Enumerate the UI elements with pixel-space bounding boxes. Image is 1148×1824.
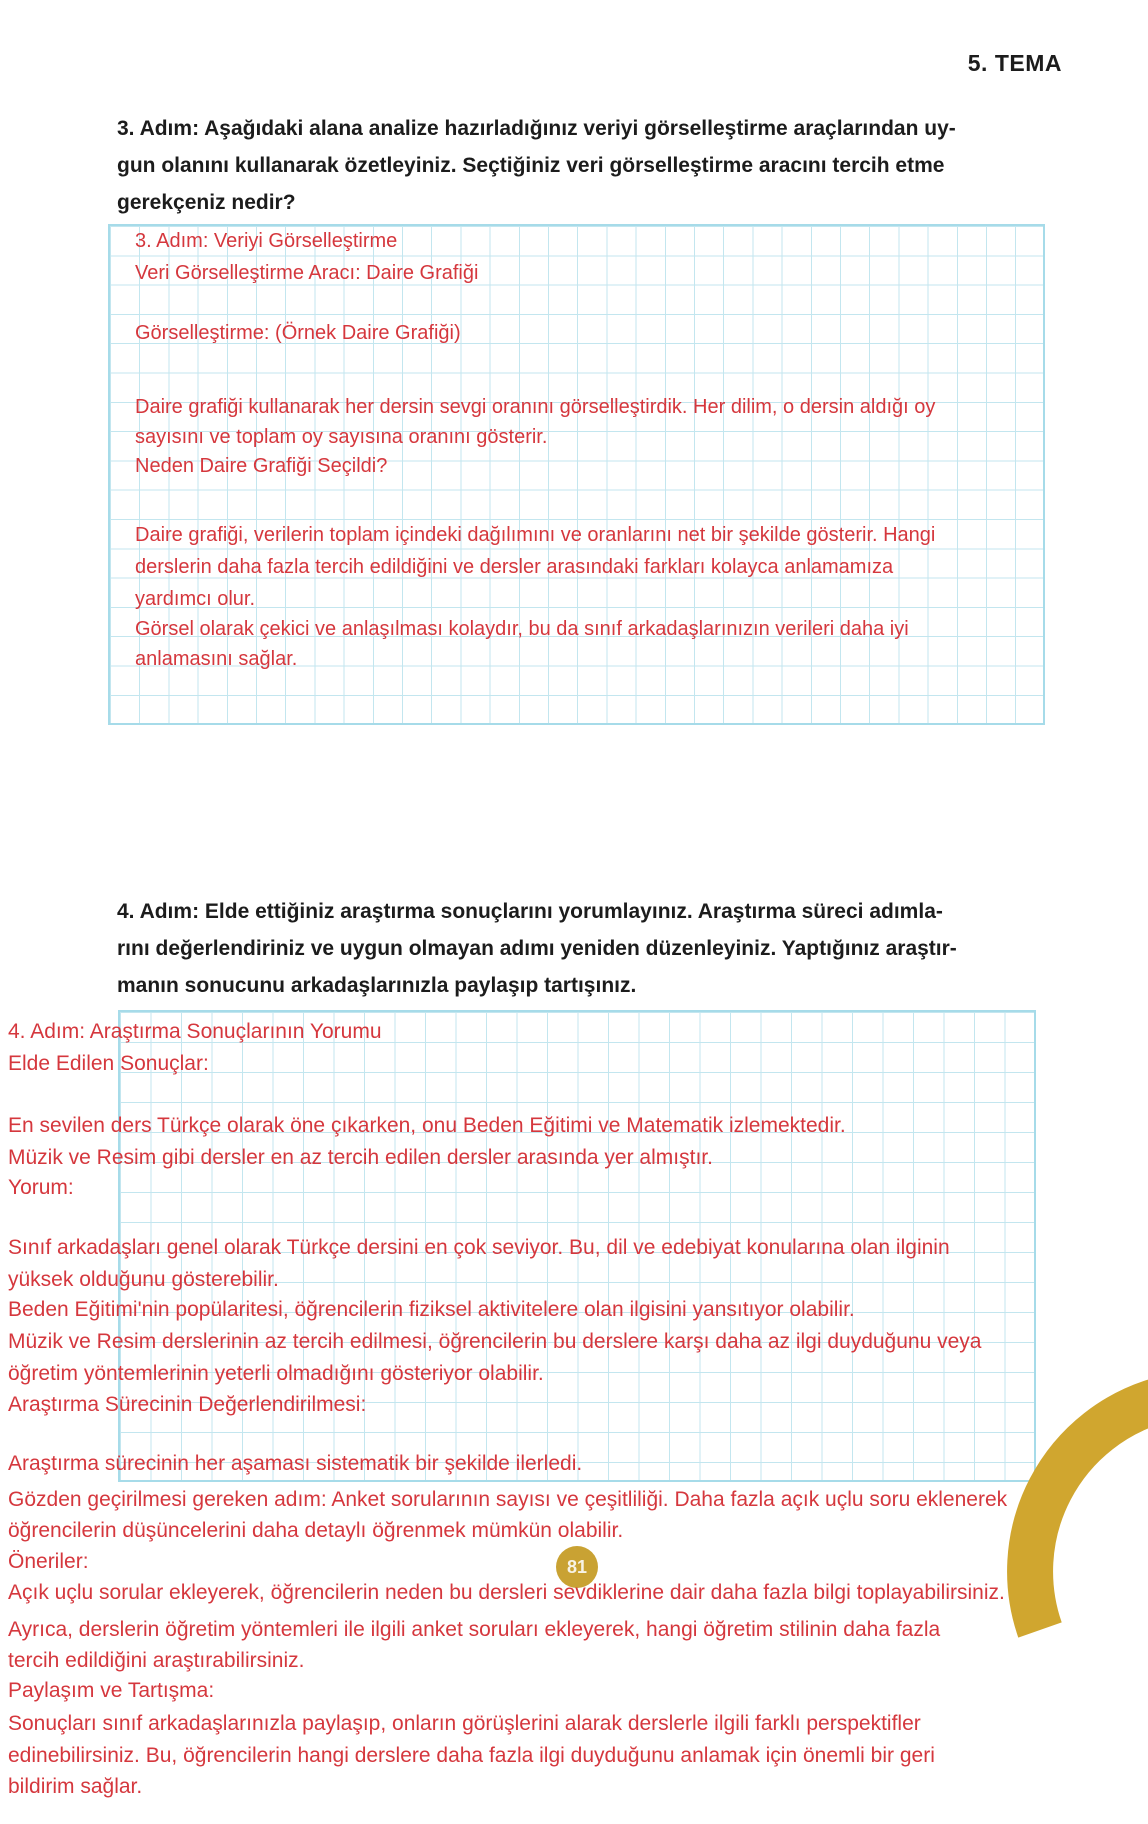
answer-line: Açık uçlu sorular ekleyerek, öğrencilerin neden bu dersleri sevdiklerine dair daha fazla bilgi toplayabilirsiniz. xyxy=(8,1581,1005,1604)
answer-line: derslerin daha fazla tercih edildiğini ve dersler arasındaki farkları kolayca anlamamıza xyxy=(135,556,894,578)
answer-line: En sevilen ders Türkçe olarak öne çıkarken, onu Beden Eğitimi ve Matematik izlemektedir. xyxy=(8,1114,846,1137)
answer-line: Görselleştirme: (Örnek Daire Grafiği) xyxy=(135,322,461,344)
answer-line: Daire grafiği kullanarak her dersin sevgi oranını görselleştirdik. Her dilim, o dersin aldığı oy xyxy=(135,396,936,418)
answer-line: Araştırma sürecinin her aşaması sistematik bir şekilde ilerledi. xyxy=(8,1452,583,1475)
answer-line: edinebilirsiniz. Bu, öğrencilerin hangi derslere daha fazla ilgi duyduğunu anlamak için önemli bir geri xyxy=(8,1744,935,1767)
answer-line: Sonuçları sınıf arkadaşlarınızla paylaşıp, onların görüşlerini alarak derslerle ilgili farklı perspektifler xyxy=(8,1712,921,1735)
answer-line: Daire grafiği, verilerin toplam içindeki dağılımını ve oranlarını net bir şekilde gösterir. Hangi xyxy=(135,524,936,546)
answer-line: tercih edildiğini araştırabilirsiniz. xyxy=(8,1649,305,1672)
answer-line: bildirim sağlar. xyxy=(8,1775,143,1798)
answer-line: Neden Daire Grafiği Seçildi? xyxy=(135,455,388,477)
answer-line: yardımcı olur. xyxy=(135,588,256,610)
tema-heading: 5. TEMA xyxy=(967,50,1062,76)
answer-line: öğretim yöntemlerinin yeterli olmadığını gösteriyor olabilir. xyxy=(8,1362,544,1385)
answer-line: Öneriler: xyxy=(8,1550,89,1573)
answer-line: Müzik ve Resim gibi dersler en az tercih edilen dersler arasında yer almıştır. xyxy=(8,1146,713,1169)
prompt-line: rını değerlendiriniz ve uygun olmayan adımı yeniden düzenleyiniz. Yaptığınız araştır- xyxy=(117,937,957,960)
answer-line: Paylaşım ve Tartışma: xyxy=(8,1679,215,1702)
prompt-line: 4. Adım: Elde ettiğiniz araştırma sonuçlarını yorumlayınız. Araştırma süreci adımla- xyxy=(117,900,943,923)
answer-line: Yorum: xyxy=(8,1176,74,1199)
answer-line: 3. Adım: Veriyi Görselleştirme xyxy=(135,230,398,252)
answer-line: yüksek olduğunu gösterebilir. xyxy=(8,1268,279,1291)
answer-line: Beden Eğitimi'nin popülaritesi, öğrencilerin fiziksel aktivitelere olan ilgisini yansıtıyor olabilir. xyxy=(8,1298,855,1321)
answer-line: 4. Adım: Araştırma Sonuçlarının Yorumu xyxy=(8,1020,382,1043)
answer-line: Elde Edilen Sonuçlar: xyxy=(8,1052,209,1075)
page-number: 81 xyxy=(566,1556,588,1577)
answer-line: Araştırma Sürecinin Değerlendirilmesi: xyxy=(8,1393,367,1416)
answer-line: sayısını ve toplam oy sayısına oranını gösterir. xyxy=(135,426,548,448)
answer-line: anlamasını sağlar. xyxy=(135,648,298,670)
answer-line: öğrencilerin düşüncelerini daha detaylı öğrenmek mümkün olabilir. xyxy=(8,1519,624,1542)
prompt-line: 3. Adım: Aşağıdaki alana analize hazırladığınız veriyi görselleştirme araçlarından uy- xyxy=(117,117,956,140)
answer-line: Sınıf arkadaşları genel olarak Türkçe dersini en çok seviyor. Bu, dil ve edebiyat konularına olan ilginin xyxy=(8,1236,950,1259)
prompt-line: manın sonucunu arkadaşlarınızla paylaşıp tartışınız. xyxy=(117,974,637,997)
answer-line: Ayrıca, derslerin öğretim yöntemleri ile ilgili anket soruları ekleyerek, hangi öğretim stilinin daha fazla xyxy=(8,1618,941,1641)
prompt-line: gun olanını kullanarak özetleyiniz. Seçtiğiniz veri görselleştirme aracını tercih etme xyxy=(117,154,945,177)
answer-line: Veri Görselleştirme Aracı: Daire Grafiği xyxy=(135,262,479,284)
answer-line: Müzik ve Resim derslerinin az tercih edilmesi, öğrencilerin bu derslere karşı daha az ilgi duyduğunu veya xyxy=(8,1330,982,1353)
answer-line: Görsel olarak çekici ve anlaşılması kolaydır, bu da sınıf arkadaşlarınızın verileri daha iyi xyxy=(135,618,909,640)
answer-line: Gözden geçirilmesi gereken adım: Anket sorularının sayısı ve çeşitliliği. Daha fazla açık uçlu soru eklenerek xyxy=(8,1488,1008,1511)
prompt-line: gerekçeniz nedir? xyxy=(117,191,296,214)
